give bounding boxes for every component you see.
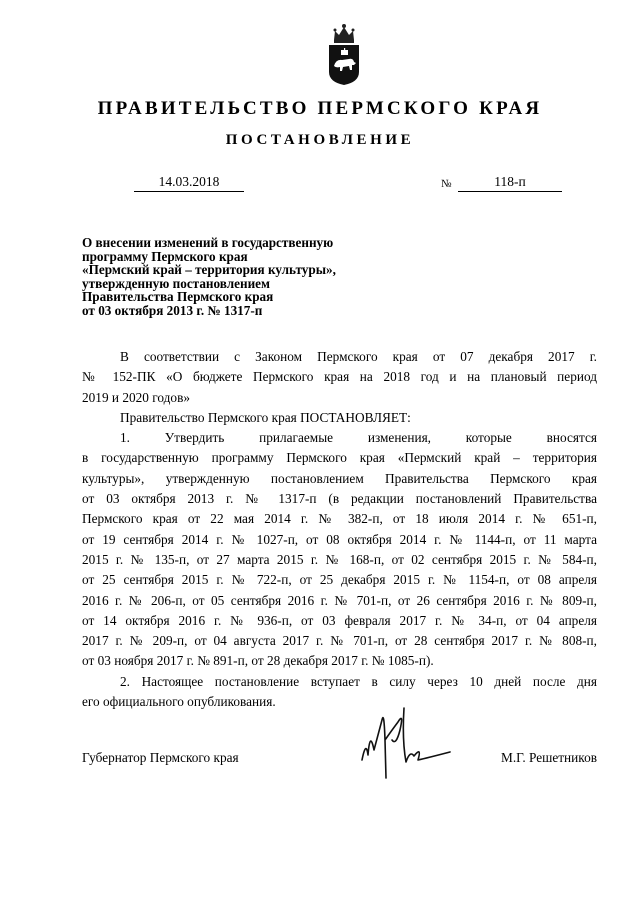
preamble-line: 2019 и 2020 годов» [82,389,191,405]
item1-line: от 03 октября 2013 г. № 1317-п (в редакции постановлений Правительства [82,491,597,507]
number-sign: № [441,178,452,190]
document-type: ПОСТАНОВЛЕНИЕ [225,132,415,148]
subject-line: программу Пермского края [82,248,248,264]
item1-line: 1. Утвердить прилагаемые изменения, которые вносятся [120,430,597,446]
item2-line: его официального опубликования. [82,694,276,710]
preamble-line: В соответствии с Законом Пермского края от 07 декабря 2017 г. [120,349,597,364]
preamble-line: № 152-ПК «О бюджете Пермского края на 2018 год и на плановый период [82,369,597,385]
subject-line: Правительства Пермского края [82,289,274,305]
item1-line: 2017 г. № 209-п, от 04 августа 2017 г. № 701-п, от 28 сентября 2017 г. № 808-п, [82,633,597,649]
government-title: ПРАВИТЕЛЬСТВО ПЕРМСКОГО КРАЯ [97,98,543,119]
item1-line: от 14 октября 2016 г. № 936-п, от 03 февраля 2017 г. № 34-п, от 04 апреля [82,612,597,628]
item1-line: от 19 сентября 2014 г. № 1027-п, от 08 октября 2014 г. № 1144-п, от 11 марта [82,531,597,547]
subject-line: утвержденную постановлением [82,275,271,291]
item1-line: 2015 г. № 135-п, от 27 марта 2015 г. № 168-п, от 02 сентября 2015 г. № 584-п, [82,551,597,567]
document-body [82,347,597,712]
document-subject [82,236,402,318]
subject-line: «Пермский край – территория культуры», [82,262,336,278]
coat-of-arms-icon [327,22,361,86]
signer-name: М.Г. Решетников [501,750,597,765]
item1-line: от 25 сентября 2015 г. № 722-п, от 25 декабря 2015 г. № 1154-п, от 08 апреля [82,572,597,588]
item1-line: 2016 г. № 206-п, от 05 сентября 2016 г. № 701-п, от 26 сентября 2016 г. № 809-п, [82,592,597,608]
subject-line: О внесении изменений в государственную [82,235,334,250]
item2-line: 2. Настоящее постановление вступает в силу через 10 дней после дня [120,673,597,689]
item1-line: культуры», утвержденную постановлением Правительства Пермского края [82,470,597,486]
subject-line: от 03 октября 2013 г. № 1317-п [82,302,263,318]
document-date: 14.03.2018 [134,174,244,192]
item1-line: в государственную программу Пермского края «Пермский край – территория [82,450,597,466]
handwritten-signature [352,700,462,780]
item1-line: Пермского края от 22 мая 2014 г. № 382-п, от 18 июля 2014 г. № 651-п, [82,511,597,527]
signer-title: Губернатор Пермского края [82,750,239,765]
item1-line: от 03 ноября 2017 г. № 891-п, от 28 декабря 2017 г. № 1085-п). [82,653,434,669]
resolves-line: Правительство Пермского края ПОСТАНОВЛЯЕТ: [120,409,411,425]
document-number: 118-п [458,174,562,192]
